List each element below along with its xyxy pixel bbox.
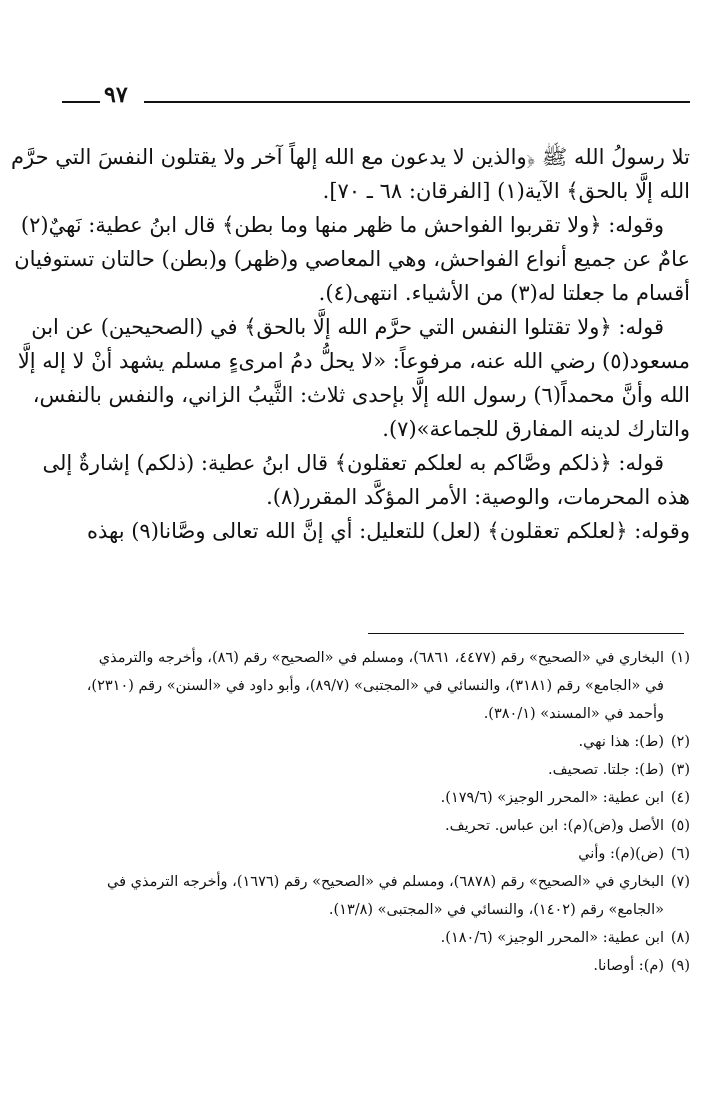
footnote bbox=[38, 784, 690, 812]
footnote-continuation: وأحمد في «المسند» (٣٨٠/١). bbox=[483, 706, 664, 722]
footnote-separator bbox=[368, 633, 684, 634]
footnote-text: البخاري في «الصحيح» رقم (٦٨٧٨)، ومسلم في «الصحيح» رقم (١٦٧٦)، وأخرجه الترمذي في bbox=[107, 874, 664, 890]
footnote bbox=[38, 840, 690, 868]
footnote bbox=[38, 868, 690, 896]
page-number: ٩٧ bbox=[104, 82, 128, 108]
body-text bbox=[10, 140, 690, 548]
body-line: وقوله: ﴿ولا تقربوا الفواحش ما ظهر منها وما بطن﴾ قال ابنُ عطية: نَهيٌ(٢) bbox=[20, 213, 664, 237]
footnote bbox=[38, 952, 690, 980]
body-line: وقوله: ﴿لعلكم تعقلون﴾ (لعل) للتعليل: أي إنَّ الله تعالى وصَّانا(٩) بهذه bbox=[87, 519, 690, 543]
page-header bbox=[62, 82, 690, 110]
body-line: هذه المحرمات، والوصية: الأمر المؤكَّد المقرر(٨). bbox=[266, 485, 690, 509]
footnote-number: (٧) bbox=[670, 874, 690, 890]
footnote-number: (٨) bbox=[670, 930, 690, 946]
header-rule bbox=[144, 101, 690, 103]
footnote-text: (م): أوصانا. bbox=[593, 958, 664, 974]
footnote-number: (٢) bbox=[670, 734, 690, 750]
footnotes bbox=[38, 644, 690, 980]
body-line: مسعود(٥) رضي الله عنه، مرفوعاً: «لا يحلُّ دمُ امرىءٍ مسلم يشهد أنْ لا إله إلَّا bbox=[17, 349, 690, 373]
footnote bbox=[38, 644, 690, 672]
footnote-number: (٣) bbox=[670, 762, 690, 778]
footnote-continuation: «الجامع» رقم (١٤٠٢)، والنسائي في «المجتبى» (١٣/٨). bbox=[328, 902, 664, 918]
footnote-number: (٩) bbox=[670, 958, 690, 974]
footnote-text: ابن عطية: «المحرر الوجيز» (١٨٠/٦). bbox=[440, 930, 664, 946]
footnote-text: (ض)(م): وأني bbox=[578, 846, 664, 862]
footnote-number: (١) bbox=[670, 650, 690, 666]
footnote bbox=[38, 728, 690, 756]
body-line: تلا رسولُ الله ﷺ ﴿والذين لا يدعون مع الله إلهاً آخر ولا يقتلون النفسَ التي حرَّم bbox=[10, 145, 690, 169]
footnote-number: (٦) bbox=[670, 846, 690, 862]
body-line: أقسام ما جعلتا له(٣) من الأشياء. انتهى(٤). bbox=[318, 281, 690, 305]
footnote-text: البخاري في «الصحيح» رقم (٤٤٧٧، ٦٨٦١)، ومسلم في «الصحيح» رقم (٨٦)، وأخرجه والترمذي bbox=[98, 650, 664, 666]
footnote-number: (٤) bbox=[670, 790, 690, 806]
footnote-text: (ط): جلتا. تصحيف. bbox=[548, 762, 664, 778]
header-rule-short bbox=[62, 101, 100, 103]
body-line: الله وأنَّ محمداً(٦) رسول الله إلَّا بإحدى ثلاث: الثَّيبُ الزاني، والنفس بالنفس، bbox=[32, 383, 690, 407]
footnote-text: (ط): هذا نهي. bbox=[578, 734, 664, 750]
footnote-number: (٥) bbox=[670, 818, 690, 834]
footnote bbox=[38, 812, 690, 840]
body-line: الله إلَّا بالحق﴾ الآية(١) [الفرقان: ٦٨ ـ ٧٠]. bbox=[322, 179, 690, 203]
footnote-continuation: في «الجامع» رقم (٣١٨١)، والنسائي في «المجتبى» (٨٩/٧)، وأبو داود في «السنن» رقم (٢٣١٠)، bbox=[86, 678, 664, 694]
body-line: قوله: ﴿ذلكم وصَّاكم به لعلكم تعقلون﴾ قال ابنُ عطية: (ذلكم) إشارةٌ إلى bbox=[42, 451, 664, 475]
footnote bbox=[38, 756, 690, 784]
body-line: عامٌ عن جميع أنواع الفواحش، وهي المعاصي و(ظهر) و(بطن) حالتان تستوفيان bbox=[14, 247, 690, 271]
body-line: قوله: ﴿ولا تقتلوا النفس التي حرَّم الله إلَّا بالحق﴾ في (الصحيحين) عن ابن bbox=[31, 315, 664, 339]
footnote-text: الأصل و(ض)(م): ابن عباس. تحريف. bbox=[445, 818, 664, 834]
footnote-text: ابن عطية: «المحرر الوجيز» (١٧٩/٦). bbox=[440, 790, 664, 806]
body-line: والتارك لدينه المفارق للجماعة»(٧). bbox=[382, 417, 690, 441]
footnote bbox=[38, 924, 690, 952]
